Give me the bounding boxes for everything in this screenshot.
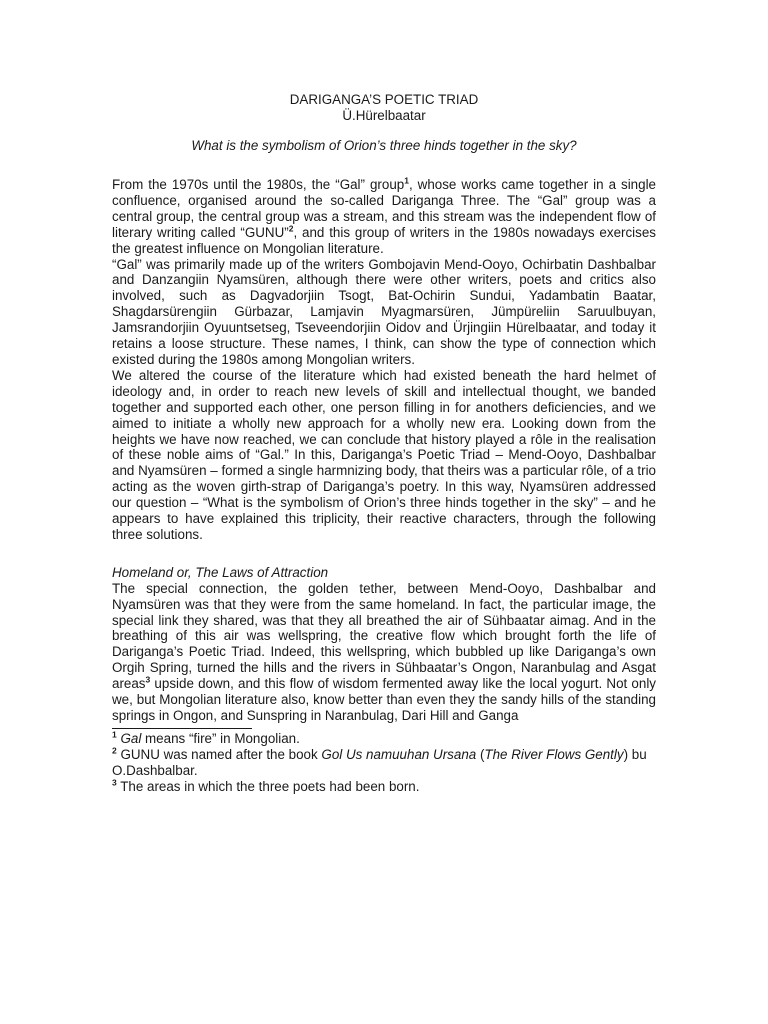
footnote-3 (112, 779, 656, 795)
footnote-ref-1: 1 (404, 175, 409, 186)
footnote-2-text-c: ) bu O.Dashbalbar. (112, 746, 647, 778)
footnote-ref-2: 2 (288, 223, 294, 234)
footnote-2-text-b: ( (476, 746, 485, 762)
opening-question: What is the symbolism of Orion’s three hinds together in the sky? (191, 138, 577, 153)
footnote-3-text: The areas in which the three poets had been born. (116, 778, 420, 794)
document-title: DARIGANGA’S POETIC TRIAD (289, 92, 479, 107)
paragraph-1 (112, 177, 656, 257)
document-author: Ü.Hürelbaatar (342, 108, 426, 123)
footnote-2-translation: The River Flows Gently (484, 746, 624, 762)
footnote-2-number: 2 (112, 745, 117, 756)
paragraph-1-text-b: , whose works came together in a single confluence, organised around the so-called Dariganga Three. The “Gal” group was a central group, the central group was a stream, and this stream was the independent flow of literary writing called “GUNU” (112, 177, 656, 240)
paragraph-2: “Gal” was primarily made up of the writers Gombojavin Mend-Ooyo, Ochirbatin Dashbalbar and Danzangiin Nyamsüren, although there were other writers, poets and critics also involved, such as Dagvadorjiin Tsogt, Bat-Ochirin Sundui, Yadambatin Baatar, Shagdarsürengiin Gürbazar, Lamjavin Myagmarsüren, Jümpüreliin Saruulbuyan, Jamsrandorjiin Oyuuntsetseg, Tseveendorjiin Oidov and Ürjingiin Hürelbaatar, and today it retains a loose structure. These names, I think, can show the type of connection which existed during the 1980s among Mongolian writers. (112, 256, 656, 367)
footnote-2-text-a: GUNU was named after the book (116, 746, 322, 762)
footnote-ref-3: 3 (145, 674, 151, 685)
footnote-2 (112, 747, 656, 779)
paragraph-4-text-a: The special connection, the golden tether, between Mend-Ooyo, Dashbalbar and Nyamsüren was that they were from the same homeland. In fact, the particular image, the special link they shared, was that they all breathed the air of Sühbaatar aimag. And in the breathing of this air was wellspring, the creative flow which brought forth the life of Dariganga’s Poetic Triad. Indeed, this wellspring, which bubbled up like Dariganga’s own Orgih Spring, turned the hills and the rivers in Sühbaatar’s Ongon, Naranbulag and Asgat areas (112, 580, 656, 692)
paragraph-4 (112, 581, 656, 724)
footnote-1 (112, 731, 656, 747)
document-page (112, 92, 656, 795)
section-heading: Homeland or, The Laws of Attraction (112, 564, 329, 580)
paragraph-3: We altered the course of the literature which had existed beneath the hard helmet of ideology and, in order to reach new levels of skill and intellectual thought, we banded together and supported each other, one person filling in for anothers deficiencies, and we aimed to initiate a wholly new approach for a wholly new era. Looking down from the heights we have now reached, we can conclude that history played a rôle in the realisation of these noble aims of “Gal.” In this, Dariganga’s Poetic Triad – Mend-Ooyo, Dashbalbar and Nyamsüren – formed a single harmnizing body, that theirs was a particular rôle, of a trio acting as the woven girth-strap of Dariganga’s poetry. In this way, Nyamsüren addressed our question – “What is the symbolism of Orion’s three hinds together in the sky” – and he appears to have explained this triplicity, their reactive characters, through the following three solutions. (112, 367, 656, 542)
paragraph-1-text-a: From the 1970s until the 1980s, the “Gal” group (112, 177, 405, 192)
title-block (112, 92, 656, 124)
footnote-divider (112, 728, 252, 729)
footnote-1-term: Gal (120, 730, 142, 746)
paragraph-1-text-c: , and this group of writers in the 1980s nowadays exercises the greatest influence on Mongolian literature. (112, 224, 656, 256)
footnote-1-number: 1 (112, 729, 117, 740)
paragraph-4-text-b: upside down, and this flow of wisdom fermented away like the local yogurt. Not only we, but Mongolian literature also, know better than even they the sandy hills of the standing springs in Ongon, and Sunspring in Naranbulag, Dari Hill and Ganga (112, 676, 656, 723)
footnote-1-text: means “fire” in Mongolian. (141, 730, 300, 746)
footnote-2-book-title: Gol Us namuuhan Ursana (321, 746, 477, 762)
footnote-3-number: 3 (112, 777, 117, 788)
